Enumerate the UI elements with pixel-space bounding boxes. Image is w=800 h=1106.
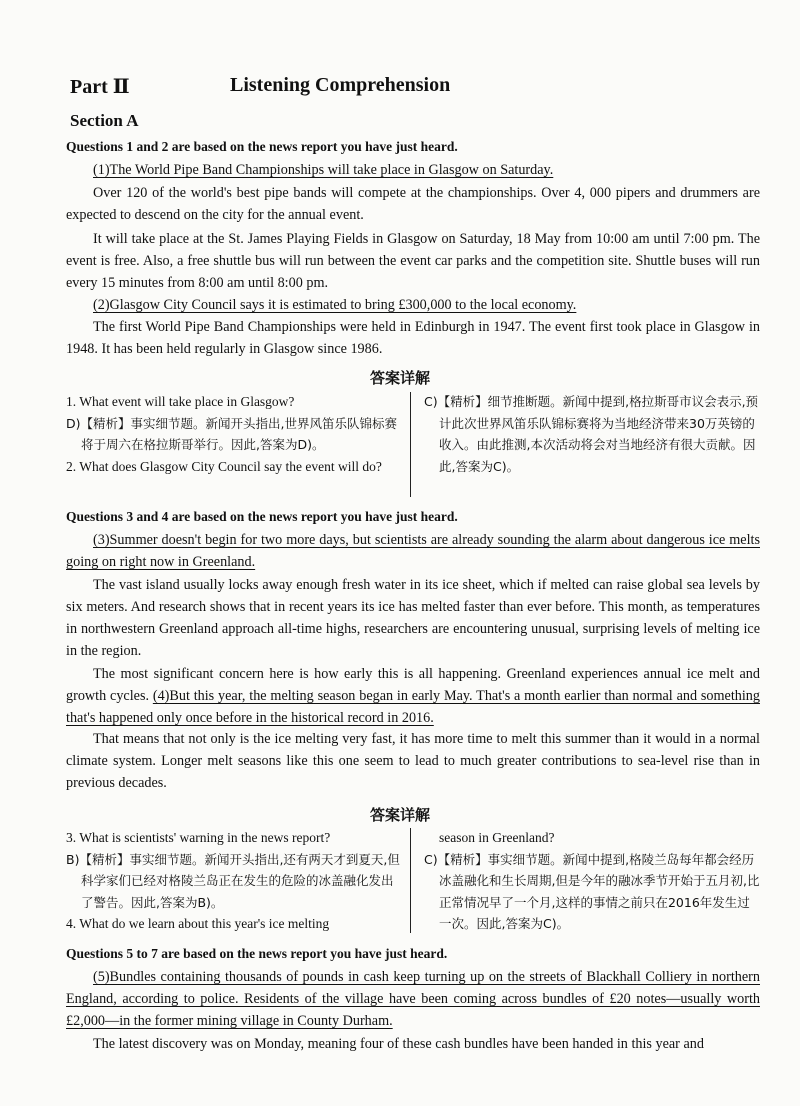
question-1: 1. What event will take place in Glasgow? [66, 394, 295, 409]
answer-4: C)【精析】事实细节题。新闻中提到,格陵兰岛每年都会经历冰盖融化和生长周期,但是今年的融冰季节开始于五月初,比正常情况早了一个月,这样的事情之前只在2016年发生过一次。因此,答案为C)。 [424, 851, 760, 931]
ans12-right-column [424, 391, 760, 477]
q34-paragraph-4: That means that not only is the ice melting very fast, it has more time to melt this summer than it would in a normal climate system. Longer melt seasons like this one seem to lead to much greater contributions to sea-level rise than in previous decades. [66, 731, 760, 791]
q34-intro: Questions 3 and 4 are based on the news report you have just heard. [66, 509, 458, 524]
q57-intro: Questions 5 to 7 are based on the news report you have just heard. [66, 946, 448, 961]
ans34-left-column [66, 827, 400, 935]
part-title: Listening Comprehension [230, 74, 451, 96]
question-4-continued: season in Greenland? [439, 830, 555, 845]
answer-detail-title-1: 答案详解 [369, 369, 430, 387]
q12-sentence-2: (2)Glasgow City Council says it is estimated to bring £300,000 to the local economy. [93, 297, 577, 313]
question-2: 2. What does Glasgow City Council say the event will do? [66, 458, 382, 474]
q34-sentence-3: (3)Summer doesn't begin for two more days, but scientists are already sounding the alarm about dangerous ice melts going on right now in Greenland. [66, 532, 760, 570]
column-divider [410, 392, 411, 497]
question-3: 3. What is scientists' warning in the news report? [66, 830, 331, 845]
answer-2: C)【精析】细节推断题。新闻中提到,格拉斯哥市议会表示,预计此次世界风笛乐队锦标赛将为当地经济带来30万英镑的收入。由此推测,本次活动将会对当地经济有很大贡献。因此,答案为C)。 [424, 394, 759, 474]
ans12-left-column [66, 391, 400, 477]
ans34-right-column [424, 827, 760, 935]
q57-paragraph-2: The latest discovery was on Monday, meaning four of these cash bundles have been handed in this year and [93, 1036, 704, 1052]
q12-paragraph-5: The first World Pipe Band Championships were held in Edinburgh in 1947. The event first took place in Glasgow in 1948. It has been held regularly in Glasgow since 1986. [66, 319, 760, 357]
section-title: Section A [70, 111, 139, 130]
q12-paragraph-2: Over 120 of the world's best pipe bands will compete at the championships. Over 4, 000 pipers and drummers are expected to descend on the city for the annual event. [66, 185, 760, 223]
q34-paragraph-2: The vast island usually locks away enough fresh water in its ice sheet, which if melted can raise global sea levels by six meters. And research shows that in recent years its ice has melted faster than ever before. This month, as temperatures in northwestern Greenland approach all-time highs, researchers are encountering unusual, surprising levels of melting ice in the region. [66, 577, 760, 659]
q12-sentence-1: (1)The World Pipe Band Championships will take place in Glasgow on Saturday. [93, 162, 554, 178]
q57-sentence-5: (5)Bundles containing thousands of pounds in cash keep turning up on the streets of Blackhall Colliery in northern England, according to police. Residents of the village have been coming across bundles of £20 notes—usually worth £2,000—in the former mining village in County Durham. [66, 969, 760, 1029]
part-heading [70, 74, 450, 99]
answer-3: B)【精析】事实细节题。新闻开头指出,还有两天才到夏天,但科学家们已经对格陵兰岛正在发生的危险的冰盖融化发出了警告。因此,答案为B)。 [66, 851, 400, 910]
q12-intro: Questions 1 and 2 are based on the news report you have just heard. [66, 139, 458, 154]
answer-1: D)【精析】事实细节题。新闻开头指出,世界风笛乐队锦标赛将于周六在格拉斯哥举行。因此,答案为D)。 [66, 415, 397, 452]
question-4: 4. What do we learn about this year's ice melting [66, 916, 330, 931]
q34-paragraph-3: The most significant concern here is how early this is all happening. Greenland experiences annual ice melt and growth cycles. (4)But this year, the melting season began in early May. That's a month earlier than normal and something that's happened only once before in the historical record in 2016. [66, 666, 760, 726]
part-label: Part Ⅱ [70, 76, 130, 98]
answer-detail-title-2: 答案详解 [369, 806, 430, 824]
q12-paragraph-3: It will take place at the St. James Playing Fields in Glasgow on Saturday, 18 May from 10:00 am until 7:00 pm. The event is free. Also, a free shuttle bus will run between the event car parks and the competition site. Shuttle buses will run every 15 minutes from 8:00 am until 8:00 pm. [66, 231, 760, 291]
column-divider [410, 828, 411, 933]
